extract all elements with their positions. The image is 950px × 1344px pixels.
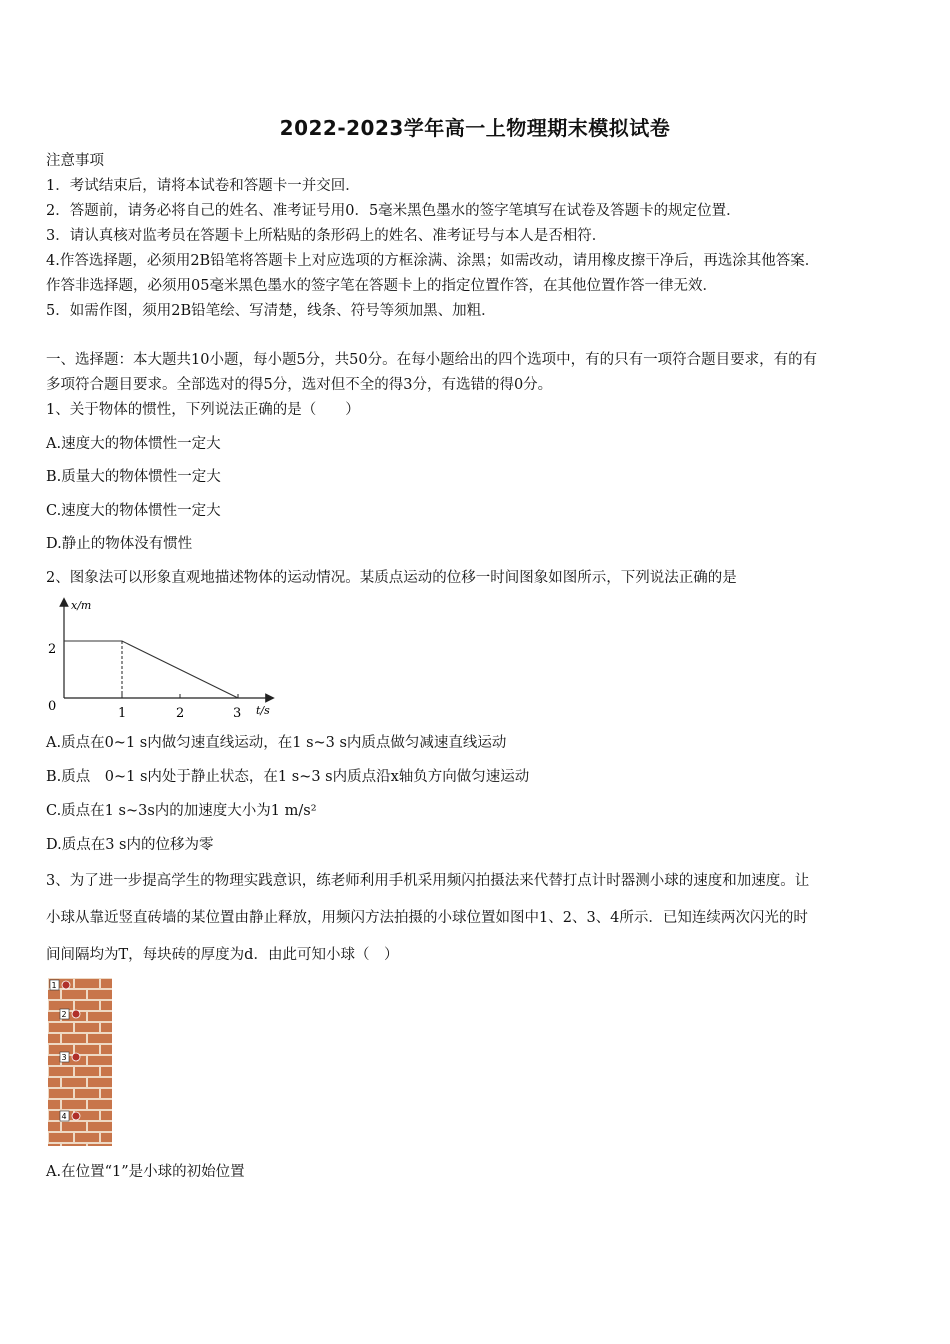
notice-item: 作答非选择题，必须用05毫米黑色墨水的签字笔在答题卡上的指定位置作答，在其他位置作答一律无效． <box>46 278 717 294</box>
brick <box>62 1100 86 1109</box>
question-3-stem-cont: 间间隔均为T，每块砖的厚度为d．由此可知小球（ ） <box>46 947 399 963</box>
q3-option-a: A.在位置“1”是小球的初始位置 <box>46 1164 245 1180</box>
q1-option-b: B.质量大的物体惯性一定大 <box>46 469 221 485</box>
brick <box>75 1089 99 1098</box>
brick <box>88 1144 112 1146</box>
brick-wall-figure <box>48 978 112 1146</box>
brick <box>75 1001 99 1010</box>
brick <box>49 1067 73 1076</box>
page-title: 2022-2023学年高一上物理期末模拟试卷 <box>279 116 671 140</box>
brick <box>48 1056 60 1065</box>
q2-option-c: C.质点在1 s~3s内的加速度大小为1 m/s² <box>46 803 317 819</box>
ball-label: 3 <box>61 1053 67 1062</box>
brick <box>88 1034 112 1043</box>
position-time-graph <box>44 596 284 724</box>
notice-item: 1．考试结束后，请将本试卷和答题卡一并交回． <box>46 178 360 194</box>
brick <box>49 1001 73 1010</box>
notice-item: 2．答题前，请务必将自己的姓名、准考证号用0．5毫米黑色墨水的签字笔填写在试卷及答题卡的规定位置． <box>46 203 741 219</box>
brick <box>62 1122 86 1131</box>
ball <box>72 1112 80 1120</box>
notice-item: 4.作答选择题，必须用2B铅笔将答题卡上对应选项的方框涂满、涂黑；如需改动，请用橡皮擦干净后，再选涂其他答案． <box>46 253 820 269</box>
section-heading-cont: 多项符合题目要求。全部选对的得5分，选对但不全的得3分，有选错的得0分。 <box>46 377 553 393</box>
notice-heading: 注意事项 <box>46 153 104 169</box>
x-tick-label: 2 <box>176 706 185 721</box>
ball <box>62 981 70 989</box>
brick <box>75 1133 99 1142</box>
brick <box>49 1089 73 1098</box>
brick <box>101 1001 112 1010</box>
question-2-stem: 2、图象法可以形象直观地描述物体的运动情况。某质点运动的位移一时间图象如图所示，下列说法正确的是 <box>46 570 737 586</box>
brick <box>75 1067 99 1076</box>
q2-option-a: A.质点在0~1 s内做匀速直线运动，在1 s~3 s内质点做匀减速直线运动 <box>46 735 507 751</box>
brick <box>88 1122 112 1131</box>
y-axis-label: x/m <box>71 599 92 612</box>
section-heading: 一、选择题：本大题共10小题，每小题5分，共50分。在每小题给出的四个选项中，有的只有一项符合题目要求，有的有 <box>46 352 818 368</box>
brick <box>101 1023 112 1032</box>
origin-label: 0 <box>48 699 57 714</box>
brick <box>88 1078 112 1087</box>
x-tick-label: 1 <box>118 706 127 721</box>
brick <box>62 1034 86 1043</box>
question-1-stem: 1、关于物体的惯性，下列说法正确的是（ ） <box>46 402 360 418</box>
brick <box>88 1056 112 1065</box>
brick <box>48 1034 60 1043</box>
brick <box>88 990 112 999</box>
brick <box>75 1023 99 1032</box>
brick <box>101 1045 112 1054</box>
question-3-stem: 3、为了进一步提高学生的物理实践意识，练老师利用手机采用频闪拍摄法来代替打点计时器测小球的速度和加速度。让 <box>46 873 810 889</box>
brick <box>88 1012 112 1021</box>
brick <box>48 1122 60 1131</box>
notice-item: 3．请认真核对监考员在答题卡上所粘贴的条形码上的姓名、准考证号与本人是否相符． <box>46 228 607 244</box>
ball <box>72 1053 80 1061</box>
brick <box>48 1012 60 1021</box>
ball-label: 1 <box>51 981 57 990</box>
brick <box>75 979 99 988</box>
q1-option-a: A.速度大的物体惯性一定大 <box>46 436 221 452</box>
brick <box>101 979 112 988</box>
ball-label: 4 <box>61 1112 67 1121</box>
brick <box>49 1133 73 1142</box>
brick <box>49 1023 73 1032</box>
ball-label: 2 <box>61 1010 67 1019</box>
q1-option-d: D.静止的物体没有惯性 <box>46 536 193 552</box>
ball <box>72 1010 80 1018</box>
q2-option-d: D.质点在3 s内的位移为零 <box>46 837 214 853</box>
x-axis-label: t/s <box>256 704 270 717</box>
brick <box>101 1133 112 1142</box>
brick <box>48 1144 60 1146</box>
brick <box>88 1100 112 1109</box>
brick <box>48 1078 60 1087</box>
notice-item: 5．如需作图，须用2B铅笔绘、写清楚，线条、符号等须加黑、加粗． <box>46 303 496 319</box>
brick <box>62 1144 86 1146</box>
y-tick-label: 2 <box>48 642 57 657</box>
brick <box>62 990 86 999</box>
brick <box>62 1078 86 1087</box>
brick <box>101 1089 112 1098</box>
brick <box>101 1067 112 1076</box>
brick <box>101 1111 112 1120</box>
brick <box>75 1045 99 1054</box>
question-3-stem-cont: 小球从靠近竖直砖墙的某位置由静止释放，用频闪方法拍摄的小球位置如图中1、2、3、4所示．已知连续两次闪光的时 <box>46 910 808 926</box>
x-tick-label: 3 <box>233 706 242 721</box>
brick <box>48 1100 60 1109</box>
series-line <box>64 641 238 698</box>
brick <box>48 990 60 999</box>
q2-option-b: B.质点 0~1 s内处于静止状态，在1 s~3 s内质点沿x轴负方向做匀速运动 <box>46 769 530 785</box>
q1-option-c: C.速度大的物体惯性一定大 <box>46 503 221 519</box>
